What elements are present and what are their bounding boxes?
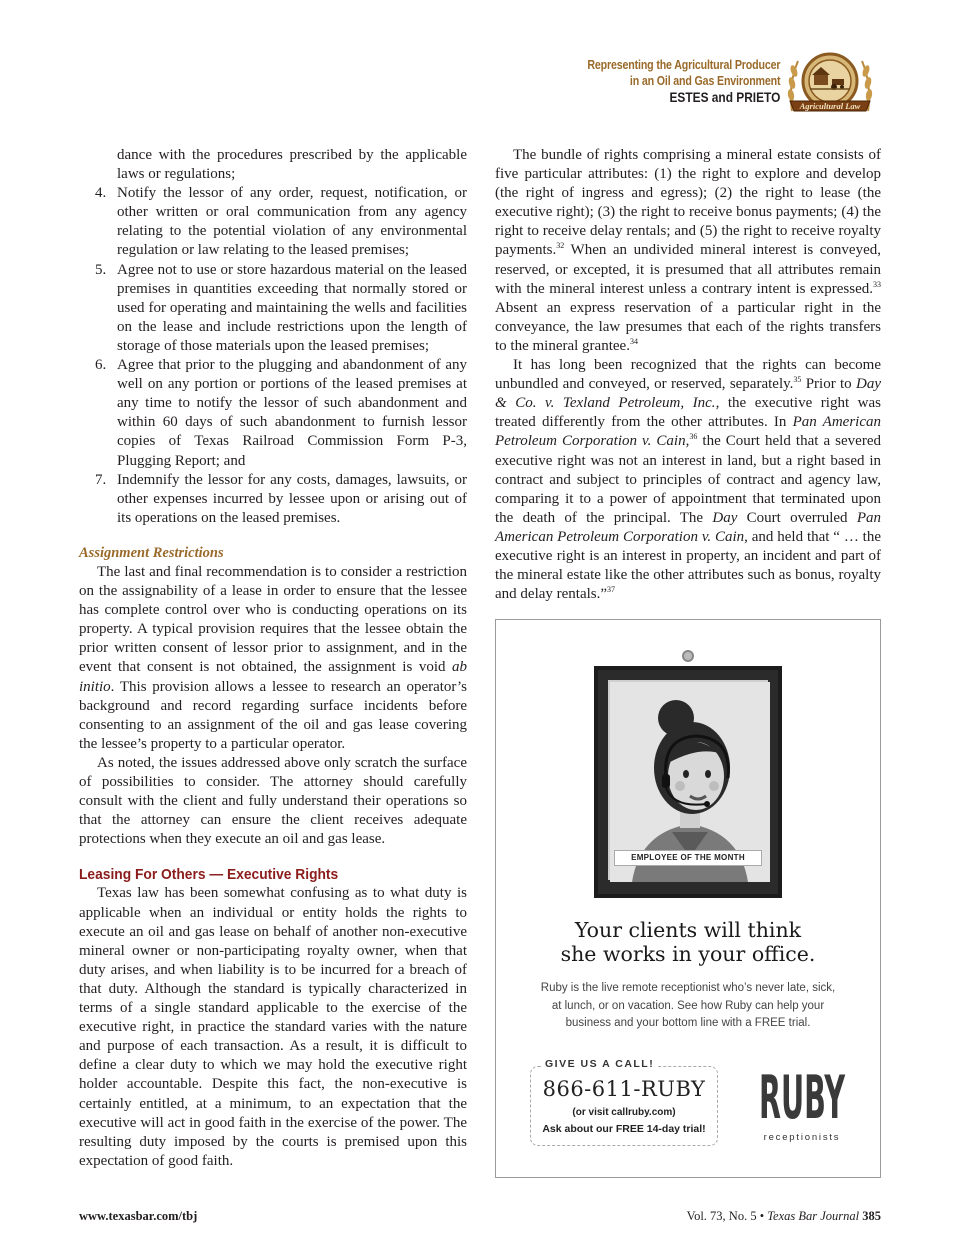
list-number: 6. [95, 357, 107, 374]
case-name: Day & Co. v. Texland Petroleum, Inc. [495, 376, 881, 412]
list-text: Agree that prior to the plugging and abandonment of any well on any portion or portions of the leased premises at any time to notify the lessor of such abandonment and within 60 days of such abandonment to furnish lessor copies of Texas Railroad Commission Form P-3, Plugging Report; and [117, 357, 467, 469]
footnote-ref: 36 [689, 432, 698, 442]
employee-of-the-month-label: EMPLOYEE OF THE MONTH [614, 850, 762, 866]
list-number: 7. [95, 471, 107, 488]
footnote-ref: 34 [629, 336, 638, 346]
list-item [79, 356, 467, 471]
case-name: Pan American Petroleum Corporation v. Cain [495, 414, 881, 450]
ruby-advertisement[interactable] [495, 619, 881, 1178]
right-column [495, 146, 881, 604]
footnote-ref: 35 [793, 375, 802, 385]
list-item [79, 471, 467, 528]
list-text: Indemnify the lessor for any costs, damages, lawsuits, or other expenses incurred by lessee upon or arising out of its operations on the leased premises. [117, 471, 467, 526]
header-line-1: Representing the Agricultural Producer [587, 57, 780, 72]
separator: • [759, 1209, 765, 1223]
paragraph: As noted, the issues addressed above only scratch the surface of possibilities to consider. The attorney should carefully consult with the client and fully understand their operations so that the attorney can ensure the client receives adequate protections when they execute an oil and gas lease. [79, 754, 467, 848]
list-number: 4. [95, 185, 107, 202]
list-text: Notify the lessor of any order, request, notification, or other written or oral communication from any agency relating to the potential violation of any environmental regulation or law relating to the leased premises; [117, 185, 467, 259]
paragraph: The last and final recommendation is to consider a restriction on the assignability of a lease in order to ensure that the lessee has complete control over who is conducting operations on its property. A typical provision requires that the lessee obtain the prior written consent of lessor prior to assignment, and in the event that consent is not obtained, the assignment is void ab initio. This provision allows a lessee to research an operator’s background and record regarding surface incidents before consenting to an assignment of the oil and gas lease covering the lessee’s property to a particular operator. [79, 563, 467, 752]
subheading-assignment-restrictions: Assignment Restrictions [79, 544, 224, 561]
ad-body-text: Ruby is the live remote receptionist who’s never late, sick, at lunch, or on vacation. See how Ruby can help your business and your bottom line with a FREE trial. [540, 982, 836, 1029]
call-to-action-box[interactable] [530, 1058, 718, 1146]
website-link[interactable]: (or visit callruby.com) [572, 1107, 676, 1118]
svg-text:RUBY: RUBY [759, 1063, 846, 1133]
ad-headline: Your clients will think she works in your office. [560, 918, 816, 966]
paragraph: Texas law has been somewhat confusing as to what duty is applicable when an individual or entity holds the rights to execute an oil and gas lease on behalf of another non-executive mineral owner or non-participating royalty owner, when that duty arises, and when liability is to be incurred for a breach of that duty. Although the standard is typically characterized in terms of a single standard applicable to the exercise of the executive right, in practice the standard varies with the nature and purpose of each transaction. As a result, it is difficult to define a clear duty to which we may hold the executive right holder accountable. Despite this fact, the non-executive is certainly entitled, at a minimum, to an expectation that the executive will act in good faith in the exercise of the power. The resulting duty imposed by the courts is premised upon this expectation of good faith. [79, 885, 467, 1169]
footnote-ref: 32 [556, 241, 565, 251]
list-item [79, 184, 467, 260]
phone-number[interactable]: 866-611-RUBY [542, 1077, 706, 1101]
header-line-3: ESTES and PRIETO [669, 89, 780, 105]
footnote-ref: 33 [873, 279, 881, 289]
case-name: Day [712, 509, 738, 526]
header-line-2: in an Oil and Gas Environment [629, 73, 780, 88]
portrait-frame [594, 666, 782, 898]
trial-offer: Ask about our FREE 14-day trial! [542, 1123, 706, 1135]
footnote-ref: 37 [607, 585, 616, 595]
agricultural-law-seal-icon [784, 49, 876, 119]
footer-url[interactable]: www.texasbar.com/tbj [79, 1209, 198, 1223]
cta-label: GIVE US A CALL! [541, 1058, 658, 1070]
list-number: 5. [95, 261, 107, 278]
portrait-image [608, 680, 768, 880]
nail-icon [682, 650, 694, 662]
list-item-continuation: dance with the procedures prescribed by the applicable laws or regulations; [117, 147, 467, 183]
svg-text:Agricultural Law: Agricultural Law [799, 101, 861, 111]
issue-number: Vol. 73, No. 5 [686, 1209, 757, 1223]
header-text [545, 57, 780, 105]
list-item [79, 261, 467, 356]
footer-issue-info [687, 1209, 881, 1224]
left-column [79, 146, 467, 1171]
journal-name: Texas Bar Journal [767, 1209, 860, 1223]
page-header [476, 55, 876, 121]
case-name: Pan American Petroleum Corporation v. Cain [495, 509, 882, 545]
recommendation-list [79, 184, 467, 528]
paragraph: It has long been recognized that the rights can become unbundled and conveyed, or reserved, separately.$^{35}$ Prior to Day & Co. v. Texland Petroleum, Inc., the executive right was treated differently from the other attributes. In Pan American Petroleum Corporation v. Cain,$^{36}$ the Court held that a severed executive right was not an interest in land, but a right based in contract and subject to principles of contract and agency law, comparing it to a power of appointment that terminated upon the death of the principal. The Day Court overruled Pan American Petroleum Corporation v. Cain, and held that “ … the executive right is an interest in property, an incident and part of the mineral estate like the other attributes such as bonus, royalty and delay rentals.”$^{37}$ [495, 357, 882, 603]
section-heading-executive-rights: Leasing For Others — Executive Rights [79, 866, 339, 884]
page-number: 385 [862, 1209, 881, 1223]
ruby-tagline: receptionists [763, 1132, 841, 1143]
list-text: Agree not to use or store hazardous material on the leased premises in quantities exceeding that normally stored or used for operating and maintaining the wells and facilities on the lease and include restrictions upon the length of storage of those materials upon the leased premises; [117, 261, 467, 354]
paragraph: The bundle of rights comprising a mineral estate consists of five particular attributes: (1) the right to explore and develop (the right of ingress and egress); (2) the right to lease (the executive right); (3) the right to receive bonus payments; (4) the right to receive delay rentals; and (5) the right to receive royalty payments.$^{32}$ When an undivided mineral interest is conveyed, reserved, or excepted, it is presumed that all attributes remain with the mineral interest unless a contrary intent is expressed.$^{33}$ Absent an express reservation of a particular right in the conveyance, the law presumes that each of the rights transfers to the mineral grantee.$^{34}$ [495, 147, 881, 354]
ruby-logo-icon [758, 1063, 846, 1133]
